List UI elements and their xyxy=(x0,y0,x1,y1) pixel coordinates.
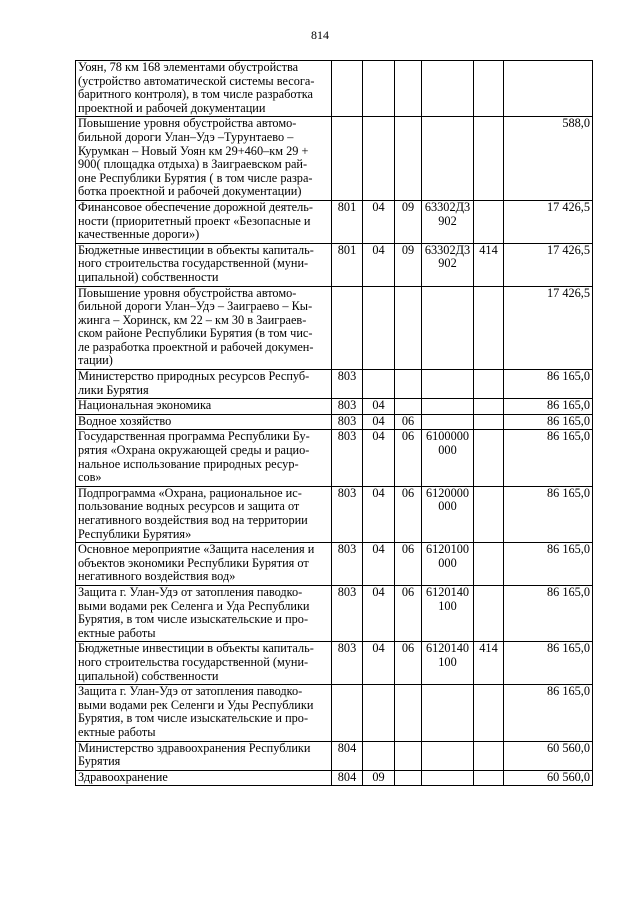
row-name-line: Подпрограмма «Охрана, рациональное ис- xyxy=(78,486,302,500)
pr-cell xyxy=(395,117,422,201)
csr-cell xyxy=(422,770,474,786)
row-name-line: качественные дороги») xyxy=(78,227,200,242)
rz-cell: 04 xyxy=(363,430,395,486)
pr-cell xyxy=(395,61,422,117)
sum-cell: 86 165,0 xyxy=(504,685,593,741)
table-row xyxy=(76,430,593,486)
row-name-line: ного строительства государственной (муни- xyxy=(78,256,309,271)
row-name-cell xyxy=(76,585,332,641)
pr-cell xyxy=(395,286,422,370)
csr-cell xyxy=(422,543,474,586)
row-name-cell xyxy=(76,286,332,370)
row-name-line: выми водами рек Селенга и Уда Республики xyxy=(78,598,310,613)
rz-cell: 09 xyxy=(363,770,395,786)
rz-cell xyxy=(363,685,395,741)
row-name-line: Здравоохранение xyxy=(78,770,168,784)
row-name-line: бильной дороги Улан–Удэ –Турунтаево – xyxy=(78,129,294,144)
row-name-line: бильной дороги Улан–Удэ – Заиграево – Кы- xyxy=(78,299,313,314)
row-name-cell xyxy=(76,543,332,586)
table-body xyxy=(76,61,593,786)
sum-cell: 86 165,0 xyxy=(504,486,593,542)
row-name-line: Бурятия xyxy=(78,754,121,769)
ved-cell xyxy=(332,117,363,201)
csr-line: 6120140 xyxy=(425,585,470,599)
sum-cell: 86 165,0 xyxy=(504,543,593,586)
vr-cell xyxy=(474,585,504,641)
row-name-line: Защита г. Улан-Удэ от затопления паводко- xyxy=(78,684,303,699)
ved-cell: 804 xyxy=(332,770,363,786)
ved-cell: 803 xyxy=(332,642,363,685)
table-row xyxy=(76,61,593,117)
row-name-cell xyxy=(76,741,332,770)
pr-cell xyxy=(395,370,422,399)
row-name-line: Уоян, 78 км 168 элементами обустройства xyxy=(78,60,299,74)
row-name-line: Республики Бурятия» xyxy=(78,526,192,541)
vr-cell xyxy=(474,770,504,786)
sum-cell: 17 426,5 xyxy=(504,243,593,286)
table-row xyxy=(76,399,593,415)
vr-cell xyxy=(474,399,504,415)
row-name-line: (устройство автоматической системы весога- xyxy=(78,73,315,88)
row-name-line: выми водами рек Селенги и Уды Республики xyxy=(78,697,314,712)
ved-cell: 803 xyxy=(332,486,363,542)
ved-cell: 803 xyxy=(332,399,363,415)
row-name-line: негативного воздействия вод» xyxy=(78,569,236,584)
vr-cell xyxy=(474,370,504,399)
ved-cell xyxy=(332,685,363,741)
csr-cell xyxy=(422,585,474,641)
rz-cell: 04 xyxy=(363,585,395,641)
table-row xyxy=(76,585,593,641)
ved-cell: 804 xyxy=(332,741,363,770)
row-name-line: оне Республики Бурятия ( в том числе разра- xyxy=(78,170,313,185)
rz-cell xyxy=(363,61,395,117)
row-name-line: Основное мероприятие «Защита населения и xyxy=(78,542,315,557)
csr-cell xyxy=(422,370,474,399)
csr-line: 000 xyxy=(438,499,457,514)
csr-cell xyxy=(422,414,474,430)
table-row xyxy=(76,117,593,201)
sum-cell: 86 165,0 xyxy=(504,430,593,486)
pr-cell xyxy=(395,741,422,770)
row-name-cell xyxy=(76,200,332,243)
row-name-line: Бурятия, в том числе изыскательские и про- xyxy=(78,711,309,726)
row-name-line: ципальной) собственности xyxy=(78,668,219,683)
row-name-line: ле разработка проектной и рабочей докумен- xyxy=(78,339,314,354)
rz-cell xyxy=(363,741,395,770)
row-name-line: ектные работы xyxy=(78,625,156,640)
csr-line: 6120140 xyxy=(425,641,470,656)
row-name-line: Бурятия, в том числе изыскательские и про- xyxy=(78,612,309,627)
sum-cell xyxy=(504,61,593,117)
csr-cell xyxy=(422,399,474,415)
row-name-cell xyxy=(76,243,332,286)
ved-cell: 803 xyxy=(332,414,363,430)
csr-cell xyxy=(422,430,474,486)
row-name-cell xyxy=(76,486,332,542)
budget-table xyxy=(75,60,593,786)
row-name-line: Повышение уровня обустройства автомо- xyxy=(78,286,297,300)
pr-cell: 09 xyxy=(395,243,422,286)
sum-cell: 86 165,0 xyxy=(504,642,593,685)
vr-cell xyxy=(474,430,504,486)
row-name-line: пользование водных ресурсов и защита от xyxy=(78,499,300,514)
rz-cell: 04 xyxy=(363,243,395,286)
csr-cell xyxy=(422,286,474,370)
vr-cell xyxy=(474,117,504,201)
csr-cell xyxy=(422,685,474,741)
row-name-cell xyxy=(76,117,332,201)
csr-cell xyxy=(422,61,474,117)
table-row xyxy=(76,770,593,786)
csr-cell xyxy=(422,117,474,201)
table-row xyxy=(76,414,593,430)
ved-cell: 803 xyxy=(332,370,363,399)
vr-cell xyxy=(474,286,504,370)
sum-cell: 60 560,0 xyxy=(504,741,593,770)
row-name-line: объектов экономики Республики Бурятия от xyxy=(78,555,309,570)
row-name-line: Государственная программа Республики Бу- xyxy=(78,429,310,444)
vr-cell: 414 xyxy=(474,243,504,286)
rz-cell xyxy=(363,370,395,399)
pr-cell: 06 xyxy=(395,414,422,430)
table-row xyxy=(76,642,593,685)
row-name-line: Бюджетные инвестиции в объекты капиталь- xyxy=(78,641,314,656)
sum-cell: 60 560,0 xyxy=(504,770,593,786)
csr-line: 6120000 xyxy=(425,486,470,500)
row-name-line: Финансовое обеспечение дорожной деятель- xyxy=(78,200,313,214)
row-name-line: сов» xyxy=(78,470,102,485)
row-name-cell xyxy=(76,61,332,117)
sum-cell: 86 165,0 xyxy=(504,585,593,641)
row-name-line: баритного контроля), в том числе разработка xyxy=(78,87,313,102)
table-row xyxy=(76,243,593,286)
pr-cell: 06 xyxy=(395,585,422,641)
ved-cell xyxy=(332,286,363,370)
csr-cell xyxy=(422,200,474,243)
ved-cell: 801 xyxy=(332,200,363,243)
row-name-line: нальное использование природных ресур- xyxy=(78,456,299,471)
table-row xyxy=(76,741,593,770)
pr-cell: 06 xyxy=(395,486,422,542)
vr-cell xyxy=(474,685,504,741)
sum-cell: 86 165,0 xyxy=(504,414,593,430)
vr-cell xyxy=(474,741,504,770)
row-name-line: проектной и рабочей документации xyxy=(78,100,266,115)
vr-cell: 414 xyxy=(474,642,504,685)
row-name-line: Водное хозяйство xyxy=(78,414,172,428)
table-row xyxy=(76,200,593,243)
vr-cell xyxy=(474,414,504,430)
table-row xyxy=(76,486,593,542)
rz-cell xyxy=(363,286,395,370)
pr-cell: 06 xyxy=(395,642,422,685)
vr-cell xyxy=(474,200,504,243)
row-name-line: негативного воздействия вод на территории xyxy=(78,513,308,527)
row-name-line: Повышение уровня обустройства автомо- xyxy=(78,116,297,131)
csr-line: 000 xyxy=(438,555,457,570)
sum-cell: 588,0 xyxy=(504,117,593,201)
csr-line: 000 xyxy=(438,443,457,458)
row-name-line: ности (приоритетный проект «Безопасные и xyxy=(78,213,311,228)
row-name-line: ском районе Республики Бурятия (в том чис- xyxy=(78,326,313,341)
row-name-line: жинга – Хоринск, км 22 – км 30 в Заиграев- xyxy=(78,312,307,327)
page-number: 814 xyxy=(311,28,329,42)
row-name-line: Бюджетные инвестиции в объекты капиталь- xyxy=(78,243,314,257)
table-row xyxy=(76,685,593,741)
row-name-cell xyxy=(76,770,332,786)
ved-cell: 803 xyxy=(332,430,363,486)
pr-cell: 09 xyxy=(395,200,422,243)
csr-line: 100 xyxy=(438,598,457,613)
row-name-line: ного строительства государственной (муни- xyxy=(78,654,309,669)
row-name-line: Защита г. Улан-Удэ от затопления паводко- xyxy=(78,585,303,599)
pr-cell: 06 xyxy=(395,543,422,586)
ved-cell: 803 xyxy=(332,585,363,641)
row-name-line: лики Бурятия xyxy=(78,382,149,397)
csr-line: 63302Д3 xyxy=(424,200,471,214)
row-name-cell xyxy=(76,414,332,430)
table-row xyxy=(76,370,593,399)
vr-cell xyxy=(474,61,504,117)
rz-cell: 04 xyxy=(363,200,395,243)
row-name-line: ципальной) собственности xyxy=(78,269,219,284)
ved-cell xyxy=(332,61,363,117)
ved-cell: 803 xyxy=(332,543,363,586)
row-name-line: Курумкан – Новый Уоян км 29+460–км 29 + xyxy=(78,143,309,158)
csr-line: 902 xyxy=(438,213,457,228)
row-name-line: ектные работы xyxy=(78,724,156,739)
csr-line: 100 xyxy=(438,654,457,669)
row-name-line: ботка проектной и рабочей документации) xyxy=(78,184,302,199)
pr-cell: 06 xyxy=(395,430,422,486)
csr-line: 902 xyxy=(438,256,457,271)
row-name-cell xyxy=(76,685,332,741)
rz-cell: 04 xyxy=(363,642,395,685)
row-name-line: рятия «Охрана окружающей среды и рацио- xyxy=(78,443,310,458)
rz-cell: 04 xyxy=(363,399,395,415)
sum-cell: 17 426,5 xyxy=(504,200,593,243)
csr-line: 6120100 xyxy=(425,542,470,557)
pr-cell xyxy=(395,399,422,415)
rz-cell xyxy=(363,117,395,201)
ved-cell: 801 xyxy=(332,243,363,286)
row-name-cell xyxy=(76,370,332,399)
table-row xyxy=(76,286,593,370)
row-name-line: Национальная экономика xyxy=(78,398,212,413)
rz-cell: 04 xyxy=(363,486,395,542)
csr-cell xyxy=(422,642,474,685)
row-name-cell xyxy=(76,430,332,486)
pr-cell xyxy=(395,685,422,741)
sum-cell: 17 426,5 xyxy=(504,286,593,370)
rz-cell: 04 xyxy=(363,543,395,586)
row-name-line: 900( площадка отдыха) в Заиграевском рай- xyxy=(78,157,308,172)
vr-cell xyxy=(474,543,504,586)
row-name-line: тации) xyxy=(78,353,113,368)
csr-cell xyxy=(422,741,474,770)
csr-line: 6100000 xyxy=(425,429,470,444)
row-name-cell xyxy=(76,399,332,415)
csr-cell xyxy=(422,486,474,542)
csr-line: 63302Д3 xyxy=(424,243,471,257)
row-name-cell xyxy=(76,642,332,685)
pr-cell xyxy=(395,770,422,786)
vr-cell xyxy=(474,486,504,542)
table-row xyxy=(76,543,593,586)
sum-cell: 86 165,0 xyxy=(504,370,593,399)
sum-cell: 86 165,0 xyxy=(504,399,593,415)
csr-cell xyxy=(422,243,474,286)
rz-cell: 04 xyxy=(363,414,395,430)
row-name-line: Министерство природных ресурсов Респуб- xyxy=(78,369,310,384)
row-name-line: Министерство здравоохранения Республики xyxy=(78,741,311,755)
